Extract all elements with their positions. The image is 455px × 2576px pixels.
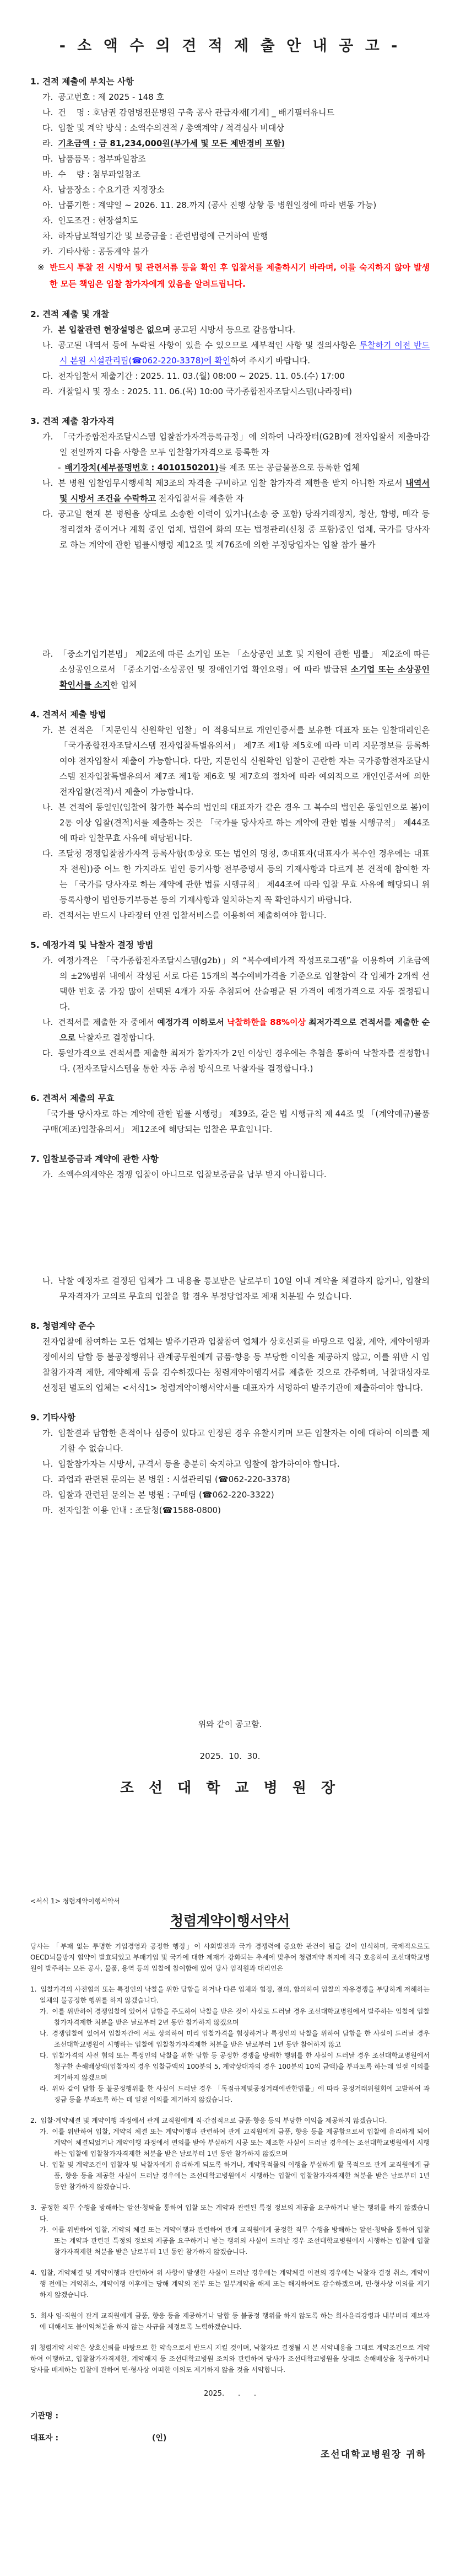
pledge-body (30, 1941, 430, 2375)
text-run: 견적서는 반드시 나라장터 안전 입찰서비스를 이용하여 제출하여야 합니다. (58, 910, 327, 920)
item-label: 나. (42, 340, 53, 350)
item-label: 나. (42, 108, 53, 117)
text-run: 하여 주시기 바랍니다. (230, 356, 311, 366)
text-run: 「국가를 당사자로 하는 계약에 관한 법률 시행령」 제39조, 같은 법 시행규칙 제 44조 및 「(계약예규)물품구매(제조)입찰유의서」 제12조에 해당되는 입찰은 무효입니다. (42, 1109, 430, 1134)
section-3-heading: 3. 견적 제출 참가자격 (30, 416, 115, 426)
text-run: 최저가격으로 견적서를 제출한 순으로 (59, 1017, 430, 1043)
text-run: 회사 임·직원이 관계 교직원에게 금품, 향응 등을 제공하거나 담합 등 불공정 행위를 하지 않도록 하는 회사윤리강령과 내부비리 제보자에 대해서도 불이익처분을 하지 않는 사규를 제정토록 노력하겠습니다. (40, 2312, 430, 2331)
doc-item-5 (30, 151, 430, 167)
doc-item-27 (30, 846, 430, 908)
section-4-heading: 4. 견적서 제출 방법 (30, 710, 106, 720)
item-label: 1. (30, 1985, 37, 1993)
text-run: 조달청 경쟁입찰참가자격 등록사항(①상호 또는 법인의 명칭, ②대표자(대표자가 복수인 경우에는 대표자 전원))중 어느 한 가지라도 법인 등기사항 전부증명서 등의 기재사항과 다르게 본 견적에 참여한 자는 「국가를 당사자로 하는 계약에 관한 법률 시행규칙」 제44조에 따라 입찰 무효 사유에 해당되니 위 등록사항이 법인등기부등본 등의 기재사항과 일치하는지 꼭 확인하시기 바랍니다. (58, 849, 430, 905)
item-label: 나. (40, 2161, 48, 2169)
text-run: 를 제조 또는 공급물품으로 등록한 업체 (218, 463, 360, 473)
form-pnum-12 (30, 2310, 430, 2332)
item-label: 가. (42, 1169, 53, 1179)
item-label: 다. (42, 1048, 53, 1058)
section-2-heading: 2. 견적 제출 및 개찰 (30, 309, 110, 319)
form-psub-2 (30, 2006, 430, 2028)
issuer-name: 조 선 대 학 교 병 원 장 (120, 1780, 340, 1796)
announcement-body (30, 74, 430, 1518)
item-label: 사. (42, 185, 53, 195)
doc-item-25 (30, 722, 430, 799)
item-label: 가. (40, 2128, 48, 2135)
text-run: 배기장치(세부품명번호 : 4010150201) (64, 463, 219, 473)
pledge-title (30, 1911, 430, 1931)
doc-item-11 (30, 244, 430, 259)
doc-item-36 (30, 1167, 430, 1182)
doc-item-26 (30, 799, 430, 846)
doc-item-4 (30, 136, 430, 151)
document-title: - 소 액 수 의 견 적 제 출 안 내 공 고 - (59, 37, 401, 55)
item-label: 나. (42, 802, 53, 812)
text-run: 이를 위반하여 경쟁입찰에 있어서 담합을 주도하여 낙찰을 받은 것이 사실로 드러날 경우 조선대학교병원에서 발주하는 입찰에 입찰참가자격제한 처분을 받은 날로부터 2년 동안 참가하지 않겠으며 (52, 2008, 430, 2026)
pledge-closing (30, 2342, 430, 2375)
item-label: 나. (42, 1017, 53, 1027)
item-label: 바. (42, 169, 53, 179)
doc-item-43 (30, 1472, 430, 1487)
item-label: 자. (42, 216, 53, 226)
text-run: 동일가격으로 견적서를 제출한 최저가 참가자가 2인 이상인 경우에는 추첨을 통하여 낙찰자를 결정합니다. (전자조달시스템을 통한 자동 추첨 방식으로 낙찰자를 결정합니다.) (58, 1048, 430, 1074)
item-label: ※ (37, 262, 45, 272)
text-run: 인도조건 : 현장설치도 (58, 216, 138, 226)
item-label: 2. (30, 2117, 37, 2124)
rep-name-label: 대표자 : (30, 2434, 59, 2443)
item-label: 가. (42, 725, 53, 735)
text-run: 이를 위반하여 입찰, 계약의 체결 또는 계약이행과 관련하여 관계 교직원에게 금품, 향응 등을 제공함으로써 입찰에 유리하게 되어 계약이 체결되었거나 계약이행 과정에서 편의를 받아 부실하게 시공 또는 제조한 사실이 드러날 경우에는 조선대학교병원에서 시행하는 입찰에 입찰참가자격제한 처분을 받은 날로부터 1년 동안 참가하지 않겠으며 (52, 2128, 430, 2158)
text-run: 반드시 투찰 전 시방서 및 관련서류 등을 확인 후 입찰서를 제출하시기 바라며, 이를 숙지하지 않아 발생한 모든 책임은 입찰 참가자에게 있음을 알려드립니다. (50, 262, 430, 289)
text-run: 입찰과 관련된 문의는 본 병원 : 구매팀 (☎062-220-3322) (58, 1490, 274, 1500)
doc-item-21 (30, 475, 430, 506)
doc-item-23 (30, 646, 430, 693)
item-label: 가. (40, 2008, 48, 2015)
text-run: 입찰 및 계약 방식 : 소액수의견적 / 총액계약 / 적격심사 비대상 (58, 123, 284, 133)
text-run: 본 견적에 동일인(입찰에 참가한 복수의 법인의 대표자가 같은 경우 그 복수의 법인은 동일인으로 봄)이 2통 이상 입찰(견적)서를 제출하는 것은 「국가를 당사자로 하는 계약에 관한 법률 시행규칙」 제44조에 따라 입찰무효 사유에 해당됩니다. (58, 802, 430, 843)
item-label: 5. (30, 2312, 37, 2320)
org-name-label: 기관명 : (30, 2412, 59, 2421)
form-psub-4 (30, 2050, 430, 2083)
doc-item-42 (30, 1456, 430, 1472)
form-psub-10 (30, 2224, 430, 2257)
text-run: 수 량 : 첨부파일참조 (58, 169, 140, 179)
text-run: 이를 위반하여 입찰, 계약의 체결 또는 계약이행과 관련하여 관계 교직원에게 공정한 직무 수행을 방해하는 알선·청탁을 통하여 입찰 또는 계약과 관련된 특정의 정보의 제공을 요구하거나 받는 행위의 사실이 드러날 경우 조선대학교병원에서 시행하는 입찰에 입찰참가자격제한 처분을 받은 날로부터 1년 동안 참가하지 않겠습니다. (52, 2226, 430, 2256)
item-label: 다. (40, 2052, 48, 2059)
section-5-heading: 5. 예정가격 및 낙찰자 결정 방법 (30, 940, 154, 950)
section-1-heading: 1. 견적 제출에 부치는 사항 (30, 77, 134, 87)
text-run: 투찰하기 이전 반드시 본원 시설관리팀(☎062-220-3378)에 확인 (59, 340, 430, 366)
item-label: 나. (42, 1459, 53, 1469)
text-run: 기초금액 : 금 81,234,000원(부가세 및 모든 제반경비 포함) (58, 138, 285, 148)
item-label: 가. (42, 432, 53, 442)
doc-item-16 (30, 368, 430, 384)
text-run: 납품장소 : 수요기관 지정장소 (58, 185, 165, 195)
text-run: 소기업 또는 소상공인확인서를 소지 (59, 664, 430, 690)
text-run: 입찰참가자는 시방서, 규격서 등을 충분히 숙지하고 입찰에 참가하여야 합니다. (58, 1459, 340, 1469)
item-label: 다. (42, 371, 53, 381)
doc-item-1 (30, 89, 430, 105)
item-label: 나. (42, 1276, 53, 1286)
doc-body-34 (30, 1106, 430, 1137)
text-run: 전자입찰서 제출기간 : 2025. 11. 03.(월) 08:00 ~ 2025. 11. 05.(수) 17:00 (58, 371, 345, 381)
item-label: 나. (42, 478, 53, 488)
item-label: 아. (42, 200, 53, 210)
text-run: 공정한 직무 수행을 방해하는 알선·청탁을 통하여 입찰 또는 계약과 관련된 특정 정보의 제공을 요구하거나 받는 행위를 하지 않겠습니다. (40, 2204, 430, 2223)
item-label: 라. (42, 1490, 53, 1500)
doc-item-17 (30, 384, 430, 399)
doc-item-45 (30, 1502, 430, 1518)
text-run: 경쟁입찰에 있어서 입찰자간에 서로 상의하여 미리 입찰가격을 협정하거나 특정인의 낙찰을 위하여 담합을 한 사실이 드러날 경우 조선대학교병원이 시행하는 입찰에 입찰참가자격제한 처분을 받은 날로부터 1년 동안 참여하지 않고 (52, 2030, 430, 2048)
text-run: 전자입찰서를 제출한 자 (156, 493, 244, 503)
text-run: 입찰·계약체결 및 계약이행 과정에서 관계 교직원에게 직·간접적으로 금품·향응 등의 부당한 이익을 제공하지 않겠습니다. (40, 2117, 387, 2124)
item-label: 라. (42, 387, 53, 396)
item-label: 다. (42, 1474, 53, 1484)
form-pnum-11 (30, 2267, 430, 2300)
text-run: 입찰 및 계약조건이 입찰자 및 낙찰자에게 유리하게 되도록 하거나, 계약목적물의 이행을 부실하게 할 목적으로 관계 교직원에게 금품, 향응 등을 제공한 사실이 드러날 경우에는 조선대학교병원에서 시행하는 입찰에 입찰참가자격제한 처분을 받은 날로부터 1년 동안 참가하지 않겠습니다. (52, 2161, 430, 2191)
item-label: 다. (42, 509, 53, 519)
doc-item-22 (30, 506, 430, 552)
item-label: 차. (42, 231, 53, 241)
doc-sub-20 (30, 460, 430, 475)
form-psub-7 (30, 2126, 430, 2159)
doc-item-8 (30, 197, 430, 213)
form-pnum-1 (30, 1984, 430, 2006)
doc-item-7 (30, 182, 430, 197)
text-run: 공고번호 : 제 2025 - 148 호 (58, 92, 165, 102)
text-run: 한 업체 (110, 680, 137, 690)
doc-body-39 (30, 1334, 430, 1396)
text-run: 하자담보책임기간 및 보증금율 : 관련법령에 근거하여 발행 (58, 231, 268, 241)
item-label: 가. (42, 92, 53, 102)
doc-item-10 (30, 228, 430, 244)
org-name-field (30, 2411, 430, 2422)
doc-item-37 (30, 1273, 430, 1304)
text-run: 입찰가격의 사전협의 또는 특정인의 낙찰을 위한 담합을 하거나 다른 업체와 협정, 결의, 합의하여 입찰의 자유경쟁을 부당하게 저해하는 일체의 불공정한 행위를 하지 않겠습니다. (40, 1985, 430, 2004)
item-label: 가. (40, 2226, 48, 2234)
doc-item-15 (30, 337, 430, 368)
form-pnum-9 (30, 2202, 430, 2224)
form-reference-label: <서식 1> 청렴계약이행서약서 (30, 1897, 120, 1905)
doc-item-44 (30, 1487, 430, 1502)
form-psub-3 (30, 2028, 430, 2050)
doc-item-32 (30, 1045, 430, 1076)
text-run: 예정가격은 「국가종합전자조달시스템(g2b)」의 “복수예비가격 작성프로그램”을 이용하여 기초금액의 ±2%범위 내에서 작성된 서로 다른 15개의 복수예비가격을 기준으로 입찰참여 각 업체가 2개씩 선택한 번호 중 가장 많이 선택된 4개가 자동 추첨되어 산술평균 된 가격이 예정가격으로 자동 결정됩니다. (58, 956, 430, 1012)
doc-item-14 (30, 322, 430, 337)
seal-placeholder: (인) (152, 2434, 167, 2443)
doc-item-31 (30, 1015, 430, 1045)
pledge-date-line: 2025. . . (203, 2390, 257, 2398)
doc-item-9 (30, 213, 430, 228)
text-run: 전자입찰 이용 안내 : 조달청(☎1588-0800) (58, 1505, 221, 1515)
rep-name-field (30, 2433, 430, 2444)
text-run: 입찰결과 담합한 흔적이나 심증이 있다고 인정된 경우 유찰시키며 모든 입찰자는 이에 대하여 이의를 제기할 수 없습니다. (58, 1428, 430, 1453)
doc-item-2 (30, 105, 430, 120)
form-psub-8 (30, 2159, 430, 2192)
item-label: 가. (42, 325, 53, 335)
text-run: 개찰일시 및 장소 : 2025. 11. 06.(목) 10:00 국가종합전자조달시스템(나라장터) (58, 387, 353, 396)
item-label: 나. (40, 2030, 48, 2037)
text-run: 위와 같이 담합 등 불공정행위를 한 사실이 드러날 경우 「독점규제및공정거래에관한법률」에 따라 공정거래위원회에 고발하여 과징금 등을 부과토록 하는 데 일절 이의를 제기하지 않겠습니다. (52, 2085, 430, 2103)
text-run: 낙찰하한율 88%이상 (227, 1017, 306, 1027)
text-run: 공고일 현재 본 병원을 상대로 소송한 이력이 있거나(소송 중 포함) 당좌거래정지, 청산, 합병, 매각 등 정리절차 중이거나 계획 중인 업체, 법원에 화의 또는 법정관리(신청 중 포함)중인 업체, 국가를 당사자로 하는 계약에 관한 법률시행령 제12조 및 제76조에 의한 부정당업자는 입찰 참가 불가 (58, 509, 430, 550)
form-pnum-6 (30, 2115, 430, 2126)
text-run: 낙찰 예정자로 결정된 업체가 그 내용을 통보받은 날로부터 10일 이내 계약을 체결하지 않거나, 입찰의 무자격자가 고의로 무효의 입찰을 할 경우 부정당업자로 제재 처분될 수 있습니다. (58, 1276, 430, 1301)
doc-item-30 (30, 953, 430, 1015)
item-label: - (58, 463, 61, 473)
doc-item-41 (30, 1425, 430, 1456)
pledge-intro (30, 1941, 430, 1974)
text-run: 입찰가격의 사전 협의 또는 특정인의 낙찰을 위한 담합 등 공정한 경쟁을 방해한 행위를 한 사실이 드러날 경우 조선대학교병원에서 청구한 손해배상액(입찰자의 경우 입찰금액의 100분의 5, 계약상대자의 경우 100분의 10의 금액)을 부과토록 하는데 일절 이의를 제기하지 않겠으며 (52, 2052, 430, 2081)
item-label: 라. (42, 138, 53, 148)
text-run: 본 병원 입찰업무시행세칙 제3조의 자격을 구비하고 입찰 참가자격 제한을 받지 아니한 자로서 (58, 478, 406, 488)
section-9-heading: 9. 기타사항 (30, 1413, 75, 1423)
text-run: 공고된 내역서 등에 누락된 사항이 있을 수 있으므로 세부적인 사항 및 질의사항은 (58, 340, 360, 350)
section-8-heading: 8. 청렴계약 준수 (30, 1321, 95, 1331)
item-label: 3. (30, 2204, 37, 2212)
doc-item-6 (30, 167, 430, 182)
item-label: 다. (42, 849, 53, 858)
item-label: 라. (40, 2085, 48, 2092)
item-label: 가. (42, 956, 53, 965)
text-run: 본 견적은 「지문인식 신원확인 입찰」이 적용되므로 개인인증서를 보유한 대표자 또는 입찰대리인은 「국가종합전자조달시스템 전자입찰특별유의서」 제7조 제1항 제5호에 따라 미리 지문정보를 등록하여야 전자입찰서 제출이 가능합니다. 다만, 지문인식 신원확인 입찰이 곤란한 자는 국가종합전자조달시스템 전자입찰특별유의서 제7조 제1항 제6호 및 제7호의 절차에 따라 예외적으로 개인인증서에 의한 전자입찰(견적)서 제출이 가능합니다. (58, 725, 430, 797)
text-run: 「국가종합전자조달시스템 입찰참가자격등록규정」에 의하여 나라장터(G2B)에 전자입찰서 제출마감일 전일까지 다음 사항을 모두 입찰참가자격으로 등록한 자 (58, 432, 430, 457)
text-run: 소액수의계약은 경쟁 입찰이 아니므로 입찰보증금을 납부 받지 아니합니다. (58, 1169, 327, 1179)
closing-statement: 위와 같이 공고함. (198, 1719, 262, 1729)
doc-item-28 (30, 908, 430, 923)
item-label: 4. (30, 2269, 37, 2277)
recipient-line: 조선대학교병원장 귀하 (320, 2449, 426, 2460)
section-7-heading: 7. 입찰보증금과 계약에 관한 사항 (30, 1154, 159, 1164)
item-label: 라. (42, 910, 53, 920)
text-run: 납품기한 : 계약일 ~ 2026. 11. 28.까지 (공사 진행 상황 등 병원일정에 따라 변동 가능) (58, 200, 377, 210)
text-run: 예정가격 이하로서 (157, 1017, 224, 1027)
announcement-date: 2025. 10. 30. (199, 1751, 261, 1761)
text-run: 납품품목 : 첨부파일참조 (58, 154, 146, 164)
item-label: 마. (42, 154, 53, 164)
text-run: 입찰, 계약체결 및 계약이행과 관련하여 위 사항이 발생한 사실이 드러날 경우에는 계약체결 이전의 경우에는 낙찰자 결정 취소, 계약이행 전에는 계약취소, 계약이행 이후에는 당해 계약의 전부 또는 일부계약을 해제 또는 해지하여도 감수하겠으며, 민·형사상 이의를 제기하지 않겠습니다. (40, 2269, 430, 2299)
text-run: 낙찰자로 결정합니다. (75, 1033, 155, 1043)
text-run: 기타사항 : 공동계약 불가 (58, 246, 149, 256)
text-run: 전자입찰에 참여하는 모든 업체는 발주기관과 입찰참여 업체가 상호신뢰를 바탕으로 입찰, 계약, 계약이행과정에서의 담합 등 불공정행위나 관계공무원에게 금품·향응 등 부당한 이익을 제공하지 않고, 이를 위반 시 입찰참가자격 제한, 계약해제 등을 감수하겠다는 청렴계약이행각서를 제출한 것으로 간주하며, 낙찰대상자로 선정된 별도의 업체는 <서식1> 청렴계약이행서약서를 대표자가 서명하여 발주기관에 제출하여야 합니다. (42, 1337, 430, 1393)
text-run: 당사는 「부패 없는 투명한 기업경영과 공정한 행정」이 사회발전과 국가 경쟁력에 중요한 관건이 됨을 깊이 인식하며, 국제적으로도 OECD뇌물방지 협약이 발효되었고 부패기업 및 국가에 대한 제재가 강화되는 추세에 맞추어 청렴계약 취지에 적극 호응하여 조선대학교병원이 발주하는 모든 공사, 물품, 용역 등의 입찰에 참여함에 있어 당사 임직원과 대리인은 (30, 1942, 430, 1972)
text-run: 견적서를 제출한 자 중에서 (58, 1017, 158, 1027)
text-run: 본 입찰관련 현장설명은 없으며 (58, 325, 171, 335)
item-label: 가. (42, 1428, 53, 1438)
form-psub-5 (30, 2083, 430, 2105)
red-warning-note (30, 259, 430, 292)
text-run: 위 청렴계약 서약은 상호신뢰를 바탕으로 한 약속으로서 반드시 지킬 것이며, 낙찰자로 결정될 시 본 서약내용을 그대로 계약조건으로 계약하여 이행하고, 입찰참가자격제한, 계약해지 등 조선대학교병원 조치와 관련하여 당사가 조선대학교병원을 상대로 손해배상을 청구하거나 당사를 배제하는 입찰에 관하여 민·형사상 어떠한 이의도 제기하지 않을 것을 서약합니다. (30, 2344, 430, 2374)
text-run: 「중소기업기본법」 제2조에 따른 소기업 또는 「소상공인 보호 및 지원에 관한 법률」 제2조에 따른 소상공인으로서 「중소기업·소상공인 및 장애인기업 확인요령」에 따라 발급된 (58, 649, 430, 674)
pledge-title-text: 청렴계약이행서약서 (170, 1913, 290, 1929)
doc-item-3 (30, 120, 430, 136)
item-label: 라. (42, 649, 53, 659)
text-run: 내역서 및 시방서 조건을 수락하고 (59, 478, 430, 503)
item-label: 마. (42, 1505, 53, 1515)
item-label: 다. (42, 123, 53, 133)
section-6-heading: 6. 견적서 제출의 무효 (30, 1093, 115, 1103)
text-run: 과업과 관련된 문의는 본 병원 : 시설관리팀 (☎062-220-3378) (58, 1474, 290, 1484)
doc-item-19 (30, 429, 430, 460)
text-run: 건 명 : 호남권 감염병전문병원 구축 공사 관급자재[기계] _ 배기필터유니트 (58, 108, 334, 117)
item-label: 카. (42, 246, 53, 256)
text-run: 공고된 시방서 등으로 갈음합니다. (170, 325, 296, 335)
